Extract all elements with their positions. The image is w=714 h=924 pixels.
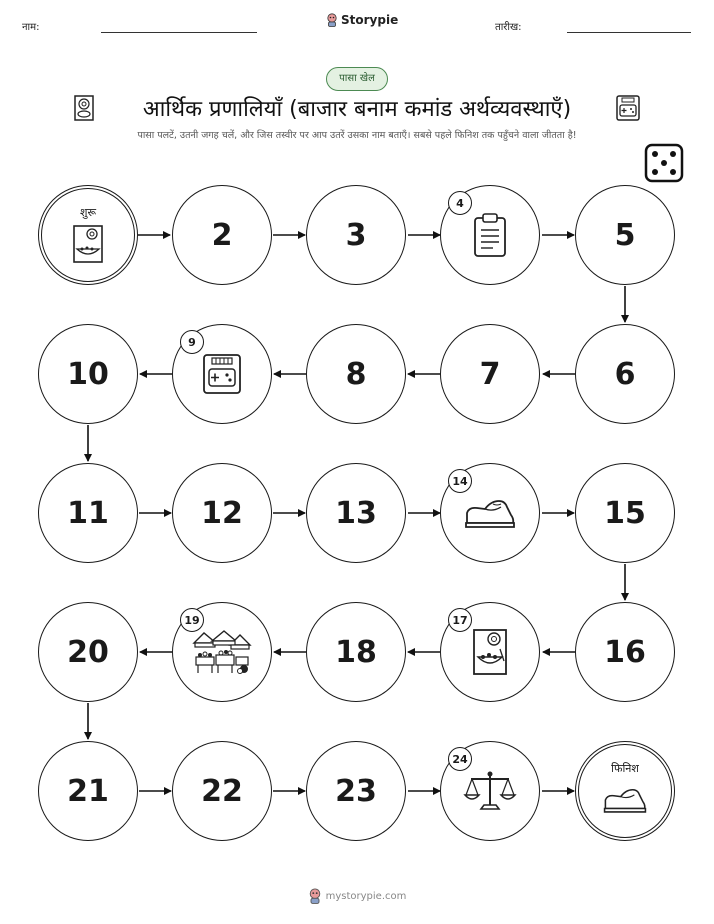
game-type-badge: पासा खेल — [326, 67, 388, 91]
balance-scale-icon — [463, 769, 517, 813]
space-number: 20 — [67, 634, 109, 670]
space-number: 13 — [335, 495, 377, 531]
space-number: 6 — [614, 356, 636, 392]
start-label: शुरू — [79, 206, 97, 219]
space-15[interactable] — [575, 463, 675, 563]
footer-url[interactable]: mystorypie.com — [325, 890, 407, 902]
finish-label: फिनिश — [611, 762, 639, 775]
space-finish[interactable] — [575, 741, 675, 841]
space-6[interactable] — [575, 324, 675, 424]
space-16[interactable] — [575, 602, 675, 702]
space-1-start[interactable] — [38, 185, 138, 285]
space-number: 8 — [345, 356, 367, 392]
space-chip: 19 — [180, 608, 204, 632]
shoe-icon — [463, 495, 517, 531]
space-number: 15 — [604, 495, 646, 531]
space-number: 16 — [604, 634, 646, 670]
date-label: तारीख: — [495, 22, 522, 33]
space-2[interactable] — [172, 185, 272, 285]
space-chip: 17 — [448, 608, 472, 632]
space-number: 2 — [211, 217, 233, 253]
footer — [0, 888, 714, 904]
space-chip: 9 — [180, 330, 204, 354]
space-number: 5 — [614, 217, 636, 253]
cereal-box-icon — [71, 223, 105, 265]
space-chip: 24 — [448, 747, 472, 771]
space-12[interactable] — [172, 463, 272, 563]
cereal-box-icon — [470, 627, 510, 677]
space-22[interactable] — [172, 741, 272, 841]
space-21[interactable] — [38, 741, 138, 841]
space-20[interactable] — [38, 602, 138, 702]
space-23[interactable] — [306, 741, 406, 841]
space-13[interactable] — [306, 463, 406, 563]
space-chip: 14 — [448, 469, 472, 493]
name-label: नाम: — [22, 22, 40, 33]
brand-name: Storypie — [341, 13, 399, 27]
space-number: 23 — [335, 773, 377, 809]
page-title: आर्थिक प्रणालियाँ (बाजार बनाम कमांड अर्थव्यवस्थाएँ) — [142, 97, 572, 122]
clipboard-icon — [471, 212, 509, 258]
shoe-icon — [602, 784, 648, 816]
space-11[interactable] — [38, 463, 138, 563]
space-10[interactable] — [38, 324, 138, 424]
space-number: 12 — [201, 495, 243, 531]
space-number: 18 — [335, 634, 377, 670]
mascot-icon — [308, 888, 322, 904]
instructions: पासा पलटें, उतनी जगह चलें, और जिस तस्वीर पर आप उतरें उसका नाम बताएँ। सबसे पहले फिनिश तक पहुँचने वाला जीतता है! — [137, 130, 577, 141]
space-5[interactable] — [575, 185, 675, 285]
space-18[interactable] — [306, 602, 406, 702]
space-number: 7 — [479, 356, 501, 392]
space-number: 10 — [67, 356, 109, 392]
space-number: 21 — [67, 773, 109, 809]
game-console-icon — [200, 351, 244, 397]
space-7[interactable] — [440, 324, 540, 424]
space-number: 11 — [67, 495, 109, 531]
market-stall-icon — [190, 627, 254, 677]
space-8[interactable] — [306, 324, 406, 424]
space-chip: 4 — [448, 191, 472, 215]
space-3[interactable] — [306, 185, 406, 285]
space-number: 22 — [201, 773, 243, 809]
space-number: 3 — [345, 217, 367, 253]
